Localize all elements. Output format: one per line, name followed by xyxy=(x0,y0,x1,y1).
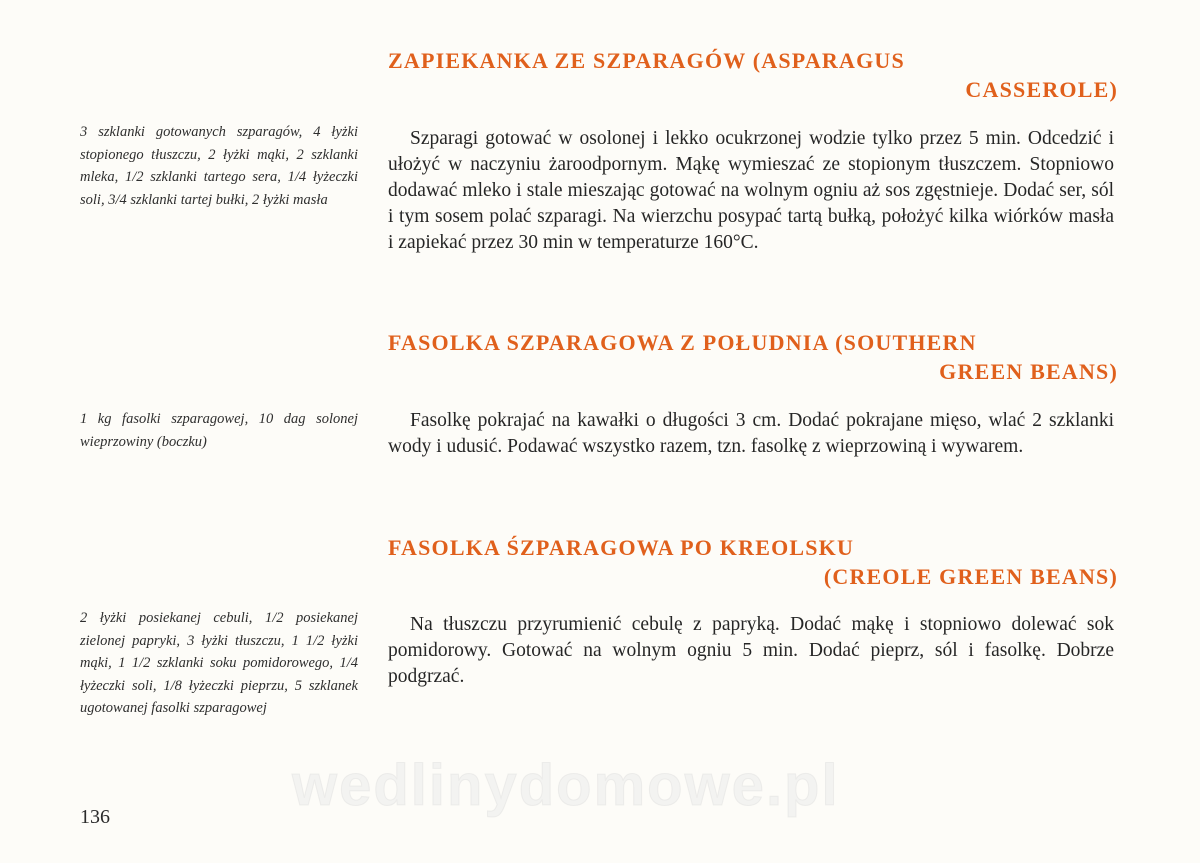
recipe-title-line2: CASSEROLE) xyxy=(965,77,1118,102)
recipe-title-line2: (CREOLE GREEN BEANS) xyxy=(823,564,1118,589)
recipe-title-asparagus-casserole xyxy=(388,46,1118,104)
recipe-title-creole-green-beans xyxy=(388,533,1118,591)
watermark-text: wedlinydomowe.pl xyxy=(292,753,840,818)
recipe-title-line2: GREEN BEANS) xyxy=(939,359,1118,384)
recipe-ingredients-asparagus-casserole: 3 szklanki gotowanych szparagów, 4 łyżki stopionego tłuszczu, 2 łyżki mąki, 2 szklanki mleka, 1/2 szklanki tartego sera, 1/4 łyżeczki soli, 3/4 szklanki tartej bułki, 2 łyżki masła xyxy=(80,124,358,208)
recipe-title-line1: FASOLKA ŚZPARAGOWA PO KREOLSKU xyxy=(388,535,855,560)
recipe-title-southern-green-beans xyxy=(388,328,1118,386)
recipe-instructions-southern-green-beans: Fasolkę pokrajać na kawałki o długości 3 cm. Dodać pokrajane mięso, wlać 2 szklanki wody i udusić. Podawać wszystko razem, tzn. fasolkę z wieprzowiną i wywarem. xyxy=(388,410,1114,457)
recipe-instructions-asparagus-casserole: Szparagi gotować w osolonej i lekko ocukrzonej wodzie tylko przez 5 min. Odcedzić i ułożyć w naczyniu żaroodpornym. Mąkę wymieszać ze stopionym tłuszczem. Stopniowo dodawać mleko i stale mieszając gotować na wolnym ogniu aż sos zgęstnieje. Dodać ser, sól i tym sosem polać szparagi. Na wierzchu posypać tartą bułką, położyć kilka wiórków masła i zapiekać przez 30 min w temperaturze 160°C. xyxy=(388,128,1114,253)
recipe-title-line1: FASOLKA SZPARAGOWA Z POŁUDNIA (SOUTHERN xyxy=(388,330,977,355)
page-number: 136 xyxy=(80,806,110,828)
recipe-title-line1: ZAPIEKANKA ZE SZPARAGÓW (ASPARAGUS xyxy=(388,48,905,73)
recipe-ingredients-southern-green-beans: 1 kg fasolki szparagowej, 10 dag solonej wieprzowiny (boczku) xyxy=(80,411,358,450)
recipe-ingredients-creole-green-beans: 2 łyżki posiekanej cebuli, 1/2 posiekanej zielonej papryki, 3 łyżki tłuszczu, 1 1/2 łyżki mąki, 1 1/2 szklanki soku pomidorowego, 1/4 łyżeczki soli, 1/8 łyżeczki pieprzu, 5 szklanek ugotowanej fasolki szparagowej xyxy=(80,610,358,716)
recipe-instructions-creole-green-beans: Na tłuszczu przyrumienić cebulę z papryką. Dodać mąkę i stopniowo dolewać sok pomidorowy. Gotować na wolnym ogniu 5 min. Dodać pieprz, sól i fasolkę. Dobrze podgrzać. xyxy=(388,614,1114,687)
